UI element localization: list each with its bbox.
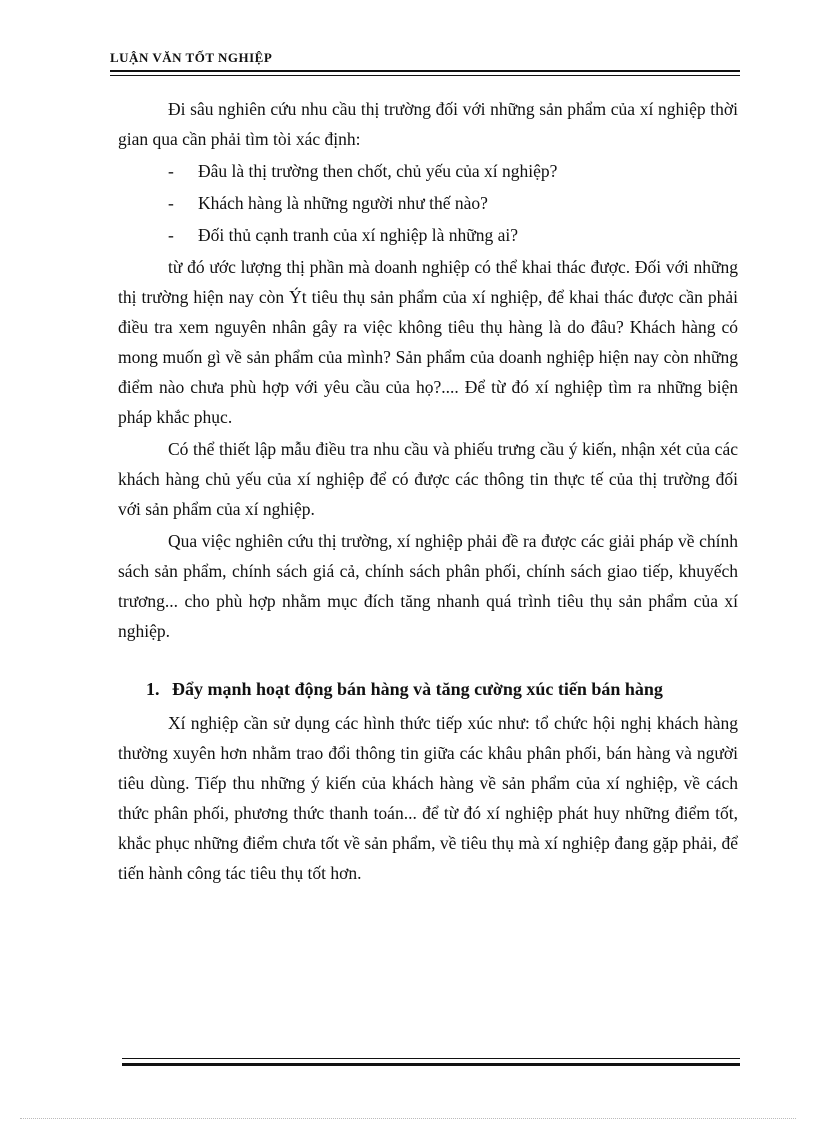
body-paragraph: Qua việc nghiên cứu thị trường, xí nghiệp phải đề ra được các giải pháp về chính sách sản phẩm, chính sách giá cả, chính sách phân phối, chính sách giao tiếp, khuyếch trương... cho phù hợp nhằm mục đích tăng nhanh quá trình tiêu thụ sản phẩm của xí nghiệp. xyxy=(118,531,738,641)
question-list xyxy=(118,156,738,250)
page-edge-divider xyxy=(20,1118,796,1119)
section-number: 1. xyxy=(146,679,160,699)
list-item xyxy=(118,188,738,218)
list-item-text: Đối thủ cạnh tranh của xí nghiệp là những ai? xyxy=(198,225,519,245)
body-paragraph: từ đó ước lượng thị phần mà doanh nghiệp có thể khai thác được. Đối với những thị trường hiện nay còn Ýt tiêu thụ sản phẩm của xí nghiệp, để khai thác được cần phải điều tra xem nguyên nhân gây ra việc không tiêu thụ hàng là do đâu? Khách hàng có mong muốn gì về sản phẩm của mình? Sản phẩm của doanh nghiệp hiện nay còn những điểm nào chưa phù hợp với yêu cầu của họ?.... Để từ đó xí nghiệp tìm ra những biện pháp khắc phục. xyxy=(118,257,738,427)
header-double-rule xyxy=(110,70,740,76)
list-item xyxy=(118,156,738,186)
document-body xyxy=(118,94,738,890)
intro-paragraph: Đi sâu nghiên cứu nhu cầu thị trường đối với những sản phẩm của xí nghiệp thời gian qua cần phải tìm tòi xác định: xyxy=(118,99,738,149)
bullet-dash: - xyxy=(168,225,174,245)
bullet-dash: - xyxy=(168,193,174,213)
list-item-text: Khách hàng là những người như thế nào? xyxy=(198,193,488,213)
header-title: LUẬN VĂN TỐT NGHIỆP xyxy=(110,50,273,65)
section-title: Đẩy mạnh hoạt động bán hàng và tăng cường xúc tiến bán hàng xyxy=(172,679,663,699)
body-paragraph: Có thể thiết lập mẫu điều tra nhu cầu và phiếu trưng cầu ý kiến, nhận xét của các khách hàng chủ yếu của xí nghiệp để có được các thông tin thực tế của thị trường đối với sản phẩm của xí nghiệp. xyxy=(118,439,738,519)
section-heading xyxy=(118,674,738,704)
list-item xyxy=(118,220,738,250)
bullet-dash: - xyxy=(168,161,174,181)
list-item-text: Đâu là thị trường then chốt, chủ yếu của xí nghiệp? xyxy=(198,161,558,181)
footer-double-rule xyxy=(122,1058,740,1066)
section-paragraph: Xí nghiệp cần sử dụng các hình thức tiếp xúc như: tổ chức hội nghị khách hàng thường xuyên hơn nhằm trao đổi thông tin giữa các khâu phân phối, bán hàng và người tiêu dùng. Tiếp thu những ý kiến của khách hàng về sản phẩm của xí nghiệp, về cách thức phân phối, phương thức thanh toán... để từ đó xí nghiệp phát huy những điểm tốt, khắc phục những điểm chưa tốt về sản phẩm, về tiêu thụ mà xí nghiệp đang gặp phải, để tiến hành công tác tiêu thụ tốt hơn. xyxy=(118,713,738,883)
